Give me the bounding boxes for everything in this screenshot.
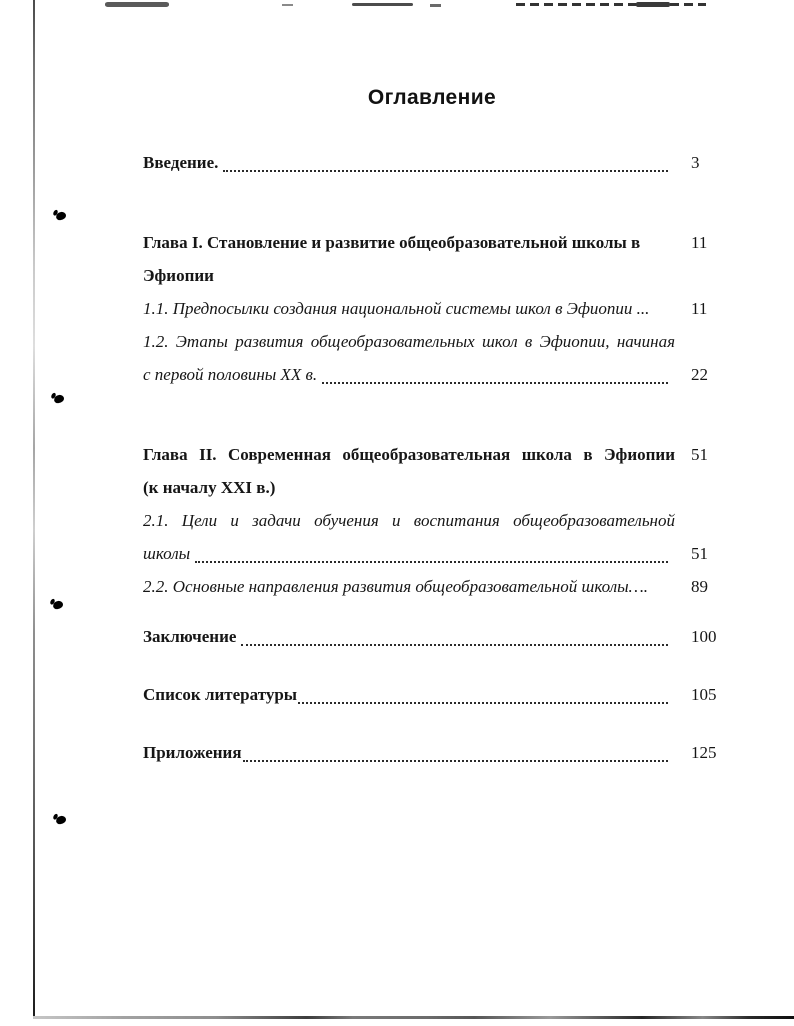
toc-entry-conclusion [143, 620, 721, 653]
bottom-scan-edge [33, 1016, 794, 1019]
toc-entry-section-2-1-line1 [143, 504, 721, 537]
toc-entry-label: Приложения [143, 743, 242, 762]
left-binder-line [33, 0, 35, 1019]
toc-page-number: 100 [691, 627, 717, 646]
toc-entry-chapter2-line2 [143, 471, 721, 504]
toc-entry-label: 1.1. Предпосылки создания национальной системы школ в Эфиопии ... [143, 299, 650, 318]
toc-page-number: 89 [691, 577, 708, 596]
dot-leader [298, 678, 668, 704]
toc-entry-label: школы [143, 544, 191, 563]
toc-entry-chapter1-line1 [143, 226, 721, 259]
toc-page-number: 11 [691, 299, 708, 318]
toc-page-number: 11 [691, 233, 708, 252]
dot-leader [223, 146, 668, 172]
dot-leader [243, 736, 668, 762]
table-of-contents [143, 0, 721, 769]
toc-entry-bibliography [143, 678, 721, 711]
toc-entry-label: 2.1. Цели и задачи обучения и воспитания общеобразовательной [143, 511, 675, 530]
toc-entry-chapter2-line1 [143, 438, 721, 471]
toc-entry-label: (к началу XXI в.) [143, 478, 276, 497]
toc-entry-label: 1.2. Этапы развития общеобразовательных школ в Эфиопии, начиная [143, 332, 675, 351]
toc-entry-label: Список литературы [143, 685, 298, 704]
toc-entry-label: Эфиопии [143, 266, 214, 285]
dot-leader [241, 620, 668, 646]
ink-speck [53, 394, 64, 403]
toc-entry-label: Введение. [143, 153, 219, 172]
ink-speck [55, 211, 66, 220]
toc-page-number: 51 [691, 544, 708, 563]
toc-entry-label: Глава II. Современная общеобразовательная школа в Эфиопии [143, 445, 675, 464]
toc-entry-label: Заключение [143, 627, 237, 646]
toc-page-number: 105 [691, 685, 717, 704]
toc-entry-section-2-1-line2 [143, 537, 721, 570]
toc-page-number: 51 [691, 445, 708, 464]
toc-entry-label: Глава I. Становление и развитие общеобразовательной школы в [143, 233, 641, 252]
dot-leader [322, 358, 668, 384]
toc-entry-section-1-2-line1 [143, 325, 721, 358]
ink-speck [52, 600, 63, 609]
toc-entry-chapter1-line2 [143, 259, 721, 292]
dot-leader [195, 537, 668, 563]
toc-entry-label: 2.2. Основные направления развития общеобразовательной школы…. [143, 577, 648, 596]
page-title: Оглавление [367, 86, 497, 109]
ink-speck [55, 815, 66, 824]
toc-page-number: 3 [691, 153, 700, 172]
toc-page-number: 125 [691, 743, 717, 762]
toc-page-number: 22 [691, 365, 708, 384]
toc-entry-section-2-2 [143, 570, 721, 603]
toc-entry-label: с первой половины XX в. [143, 365, 318, 384]
toc-entry-appendices [143, 736, 721, 769]
toc-entry-introduction [143, 146, 721, 179]
toc-entry-section-1-2-line2 [143, 358, 721, 391]
toc-entry-section-1-1 [143, 292, 721, 325]
